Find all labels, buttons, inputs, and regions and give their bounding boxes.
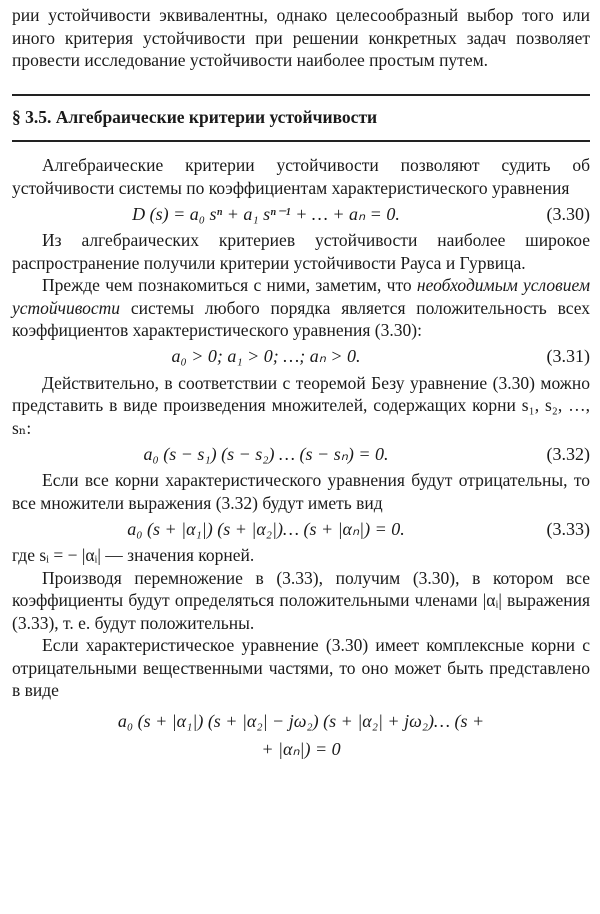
paragraph-8: Если характеристическое уравнение (3.30) имеет комплексные корни с отрицательными вещественными частями, то оно может быть представлено в виде (12, 635, 590, 700)
equation-body: a₀ > 0; a₁ > 0; …; aₙ > 0. (171, 346, 361, 367)
equation-3-31 (12, 342, 590, 372)
equation-number: (3.32) (546, 443, 590, 464)
equation-body: D (s) = a₀ sⁿ + a₁ sⁿ⁻¹ + … + aₙ = 0. (132, 203, 400, 224)
equation-complex-line-1: a₀ (s + |α₁|) (s + |α₂| − jω₂) (s + |α₂| + jω₂)… (s + (117, 710, 485, 731)
p3-text-start: Прежде чем познакомиться с ними, заметим, что (42, 275, 417, 295)
equation-3-30 (12, 199, 590, 229)
equation-3-33 (12, 514, 590, 544)
paragraph-6: где sᵢ = − |αᵢ| — значения корней. (12, 545, 255, 565)
equation-complex-line-2: + |αₙ|) = 0 (261, 739, 341, 759)
paragraph-5: Если все корни характеристического уравнения будут отрицательны, то все множители выражения (3.32) будут иметь вид (12, 470, 590, 513)
equation-body: a₀ (s + |α₁|) (s + |α₂|)… (s + |αₙ|) = 0. (127, 518, 405, 539)
paragraph-2: Из алгебраических критериев устойчивости наиболее широкое распространение получили критерии устойчивости Рауса и Гурвица. (12, 230, 590, 273)
equation-number: (3.30) (546, 203, 590, 224)
paragraph-3 (12, 274, 590, 342)
equation-number: (3.33) (546, 518, 590, 539)
paragraph-4: Действительно, в соответствии с теоремой Безу уравнение (3.30) можно представить в виде произведения множителей, содержащих корни s₁, s₂, …, sₙ: (12, 372, 590, 438)
p3-text-end: системы любого порядка является положительность всех коэффициентов характеристического уравнения (3.30): (12, 297, 590, 340)
section-heading: § 3.5. Алгебраические критерии устойчивости (12, 106, 378, 127)
paragraph-7: Производя перемножение в (3.33), получим (3.30), в котором все коэффициенты будут определяться положительными членами |αᵢ| выражения (3.33), т. е. будут положительны. (12, 567, 590, 633)
paragraph-1: Алгебраические критерии устойчивости позволяют судить об устойчивости системы по коэффициентам характеристического уравнения (12, 155, 590, 198)
intro-paragraph: рии устойчивости эквивалентны, однако целесообразный выбор того или иного критерия устойчивости при решении конкретных задач позволяет провести исследование устойчивости наиболее простым путем. (12, 5, 590, 70)
p3-italic-term: необходимым условием устойчивости (12, 275, 590, 318)
equation-body: a₀ (s − s₁) (s − s₂) … (s − sₙ) = 0. (143, 443, 389, 464)
equation-number: (3.31) (546, 346, 590, 367)
equation-3-32 (12, 439, 590, 469)
